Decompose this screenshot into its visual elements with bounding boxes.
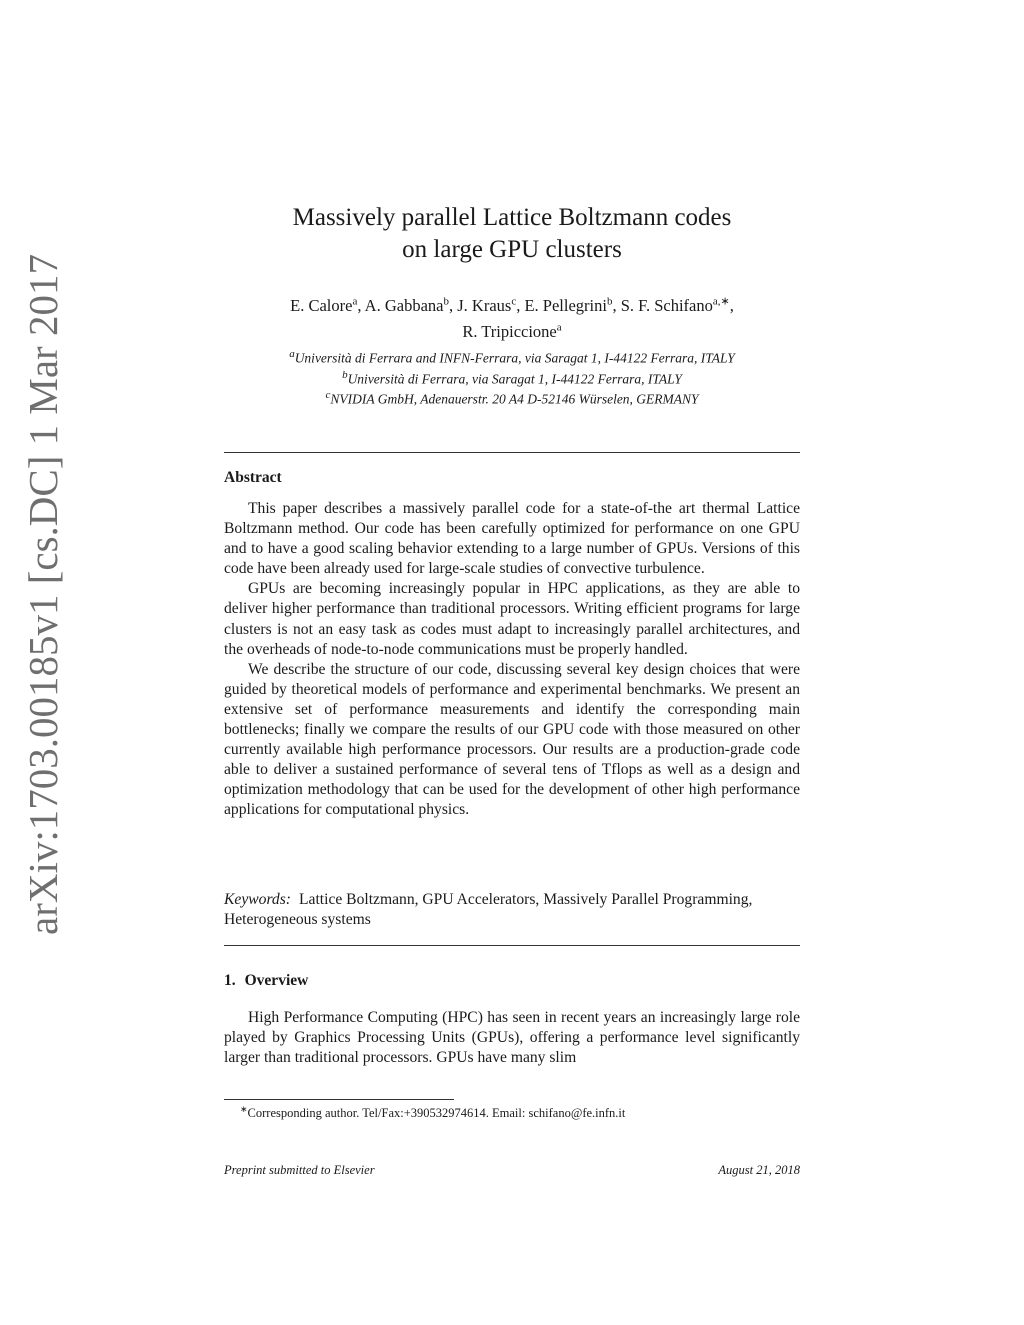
section-number: 1. xyxy=(224,972,236,989)
title-line-1: Massively parallel Lattice Boltzmann codes xyxy=(292,204,732,231)
paper-title xyxy=(224,202,800,266)
keywords-text: Lattice Boltzmann, GPU Accelerators, Massively Parallel Programming, Heterogeneous systems xyxy=(224,891,753,929)
abstract-bottom-rule xyxy=(224,945,800,946)
abstract-paragraph: We describe the structure of our code, discussing several key design choices that were guided by theoretical models of performance and experimental benchmarks. We present an extensive set of performance measurements and identify the corresponding main bottlenecks; finally we compare the results of our GPU code with those measured on other currently available high performance processors. Our results are a production-grade code able to deliver a sustained performance of several tens of Tflops as well as a design and optimization methodology that can be used for the development of other high performance applications for computational physics. xyxy=(224,660,800,819)
abstract-paragraph: This paper describes a massively parallel code for a state-of-the art thermal Lattice Boltzmann method. Our code has been carefully optimized for performance on one GPU and to have a good scaling behavior extending to a large number of GPUs. Versions of this code have been already used for large-scale studies of convective turbulence. xyxy=(224,500,800,578)
author: A. Gabbana$^b$, xyxy=(364,295,458,315)
title-line-2: on large GPU clusters xyxy=(402,236,622,263)
author: E. Pellegrini$^b$, xyxy=(524,295,621,315)
affiliation: $^b$Università di Ferrara, via Saragat 1, I-44122 Ferrara, ITALY xyxy=(342,368,682,386)
author: S. F. Schifano$^{a,∗}$, xyxy=(620,295,734,315)
abstract-heading: Abstract xyxy=(224,469,282,486)
footnote-rule xyxy=(224,1099,454,1100)
footnote-mark: ∗ xyxy=(240,1104,248,1114)
affiliations xyxy=(224,346,800,408)
author: R. Tripiccione$^a$ xyxy=(462,321,562,341)
affiliation: $^a$Università di Ferrara and INFN-Ferrara, via Saragat 1, I-44122 Ferrara, ITALY xyxy=(289,348,735,366)
abstract-paragraph: GPUs are becoming increasingly popular in HPC applications, as they are able to deliver higher performance than traditional processors. Writing efficient programs for large clusters is not an easy task as codes must adapt to increasingly parallel architectures, and the overheads of node-to-node communications must be properly handled. xyxy=(224,580,800,658)
abstract-top-rule xyxy=(224,452,800,453)
author: E. Calore$^a$, xyxy=(290,295,365,315)
affiliation: $^c$NVIDIA GmbH, Adenauerstr. 20 A4 D-52146 Würselen, GERMANY xyxy=(325,389,699,407)
footnote-text: Corresponding author. Tel/Fax:+390532974614. Email: schifano@fe.infn.it xyxy=(247,1106,626,1121)
section-body-text: High Performance Computing (HPC) has seen in recent years an increasingly large role played by Graphics Processing Units (GPUs), offering a performance level significantly larger than traditional processors. GPUs have many slim xyxy=(224,1009,800,1067)
keywords xyxy=(224,890,800,930)
abstract-body xyxy=(224,499,800,821)
footer-preprint-note: Preprint submitted to Elsevier xyxy=(224,1163,375,1177)
section-heading xyxy=(224,972,308,990)
section-title: Overview xyxy=(244,972,309,989)
footnote xyxy=(224,1104,800,1121)
arxiv-identifier-stamp: arXiv:1703.00185v1 [cs.DC] 1 Mar 2017 xyxy=(20,254,66,935)
author-list xyxy=(224,290,800,343)
footer-date: August 21, 2018 xyxy=(718,1163,800,1177)
author: J. Kraus$^c$, xyxy=(457,295,525,315)
keywords-label: Keywords: xyxy=(224,891,291,908)
